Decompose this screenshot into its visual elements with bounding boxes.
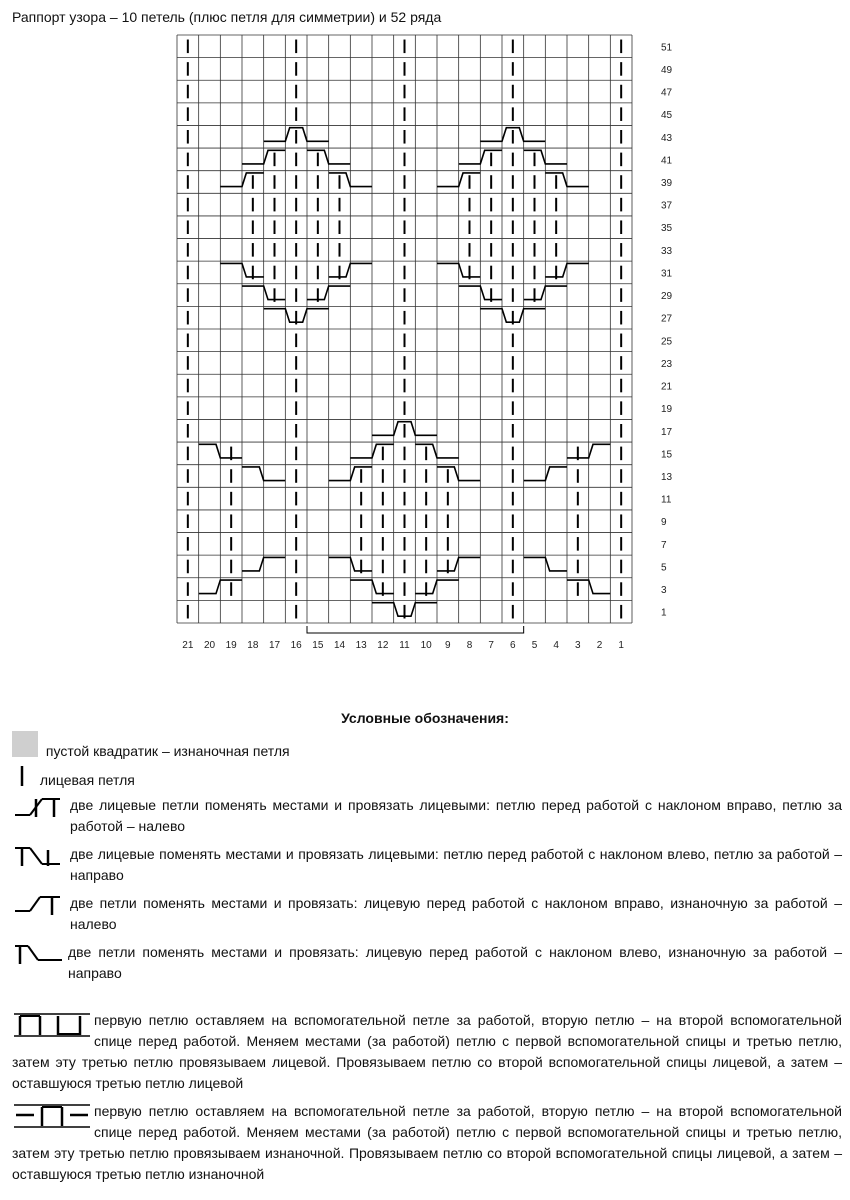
row-label: 9 xyxy=(661,517,667,529)
legend-text: пустой квадратик – изнаночная петля xyxy=(45,743,290,759)
row-label: 41 xyxy=(661,155,673,167)
knit-bar-icon xyxy=(12,764,32,788)
legend-text: две петли поменять местами и провязать: лицевую перед работой с наклоном влево, изнаночную за работой – направо xyxy=(68,944,842,981)
row-label: 23 xyxy=(661,358,673,370)
column-label: 16 xyxy=(290,640,302,651)
row-label: 45 xyxy=(661,110,673,122)
legend-item xyxy=(12,844,842,886)
column-label: 20 xyxy=(203,640,216,651)
column-label: 7 xyxy=(488,640,494,651)
column-label: 19 xyxy=(225,640,237,651)
legend-text: первую петлю оставляем на вспомогательной петле за работой, вторую петлю – на второй вспомогательной спице перед работой. Меняем местами (за работой) петлю с первой вспомогательной спицы и третью петлю, затем эту третью петлю провязываем изнаночной. Провязываем петлю со второй вспомогательной спицы лицевой, а затем – оставшуюся третью петлю изнаночной xyxy=(12,1103,842,1182)
row-label: 17 xyxy=(661,426,673,438)
row-label: 19 xyxy=(661,404,673,416)
legend-item xyxy=(12,1010,842,1094)
column-label: 3 xyxy=(575,640,581,651)
column-label: 2 xyxy=(596,640,603,651)
legend-item xyxy=(12,731,842,757)
legend-heading: Условные обозначения: xyxy=(341,710,509,726)
row-label: 31 xyxy=(661,268,673,280)
column-label: 4 xyxy=(553,640,559,651)
column-label: 9 xyxy=(445,640,451,651)
three-stitch-knit-icon xyxy=(12,1010,92,1038)
row-label: 11 xyxy=(661,494,672,506)
column-label: 13 xyxy=(355,640,367,651)
legend-text: две лицевые поменять местами и провязать лицевыми: петлю перед работой с наклоном влево, петлю за работой – направо xyxy=(70,846,842,883)
row-label: 7 xyxy=(661,539,667,551)
cross-left-knit-icon xyxy=(12,844,64,868)
column-label: 5 xyxy=(531,640,538,651)
row-label: 51 xyxy=(661,42,673,54)
legend-item xyxy=(12,1101,842,1185)
column-label: 14 xyxy=(333,640,346,651)
row-label: 33 xyxy=(661,245,673,257)
row-label: 27 xyxy=(661,313,673,325)
row-label: 49 xyxy=(661,64,673,76)
legend-text: лицевая петля xyxy=(39,772,135,788)
row-label: 39 xyxy=(661,178,673,189)
chart-title: Раппорт узора – 10 петель (плюс петля для симметрии) и 52 ряда xyxy=(12,9,442,25)
legend-item xyxy=(12,764,842,788)
column-label: 8 xyxy=(466,640,473,651)
row-label: 1 xyxy=(661,607,667,619)
column-label: 17 xyxy=(268,640,281,651)
cross-left-purl-icon xyxy=(12,942,64,966)
row-label: 21 xyxy=(661,381,673,393)
cross-right-purl-icon xyxy=(12,893,64,917)
column-label: 21 xyxy=(182,640,194,651)
row-label: 25 xyxy=(661,336,673,348)
column-label: 11 xyxy=(399,640,410,651)
row-label: 47 xyxy=(661,87,673,99)
row-label: 43 xyxy=(661,132,673,144)
column-label: 6 xyxy=(510,640,516,651)
row-label: 37 xyxy=(661,200,673,212)
row-label: 29 xyxy=(661,291,673,303)
row-label: 15 xyxy=(661,449,673,461)
legend-text: две лицевые петли поменять местами и провязать лицевыми: петлю перед работой с наклоном вправо, петлю за работой – налево xyxy=(70,797,842,834)
row-label: 35 xyxy=(661,223,673,235)
legend-item xyxy=(12,942,842,984)
cross-right-knit-icon xyxy=(12,795,64,819)
row-label: 3 xyxy=(661,585,667,597)
column-label: 12 xyxy=(377,640,389,651)
legend-item xyxy=(12,795,842,837)
column-label: 15 xyxy=(312,640,324,651)
column-label: 10 xyxy=(420,640,432,651)
column-label: 18 xyxy=(247,640,259,651)
three-stitch-purl-icon xyxy=(12,1101,92,1129)
legend-text: первую петлю оставляем на вспомогательной петле за работой, вторую петлю – на второй вспомогательной спице перед работой. Меняем местами (за работой) петлю с первой вспомогательной спицы и третью петлю, затем эту третью петлю провязываем лицевой. Провязываем петлю со второй вспомогательной спицы лицевой, а затем – оставшуюся третью петлю лицевой xyxy=(12,1012,842,1091)
legend-text: две петли поменять местами и провязать: лицевую перед работой с наклоном вправо, изнаночную за работой – налево xyxy=(70,895,842,932)
row-label: 13 xyxy=(661,472,673,483)
row-label: 5 xyxy=(661,562,667,574)
repeat-bracket xyxy=(307,626,524,633)
legend-item xyxy=(12,893,842,935)
column-label: 1 xyxy=(618,640,624,651)
purl-square-icon xyxy=(12,731,38,757)
